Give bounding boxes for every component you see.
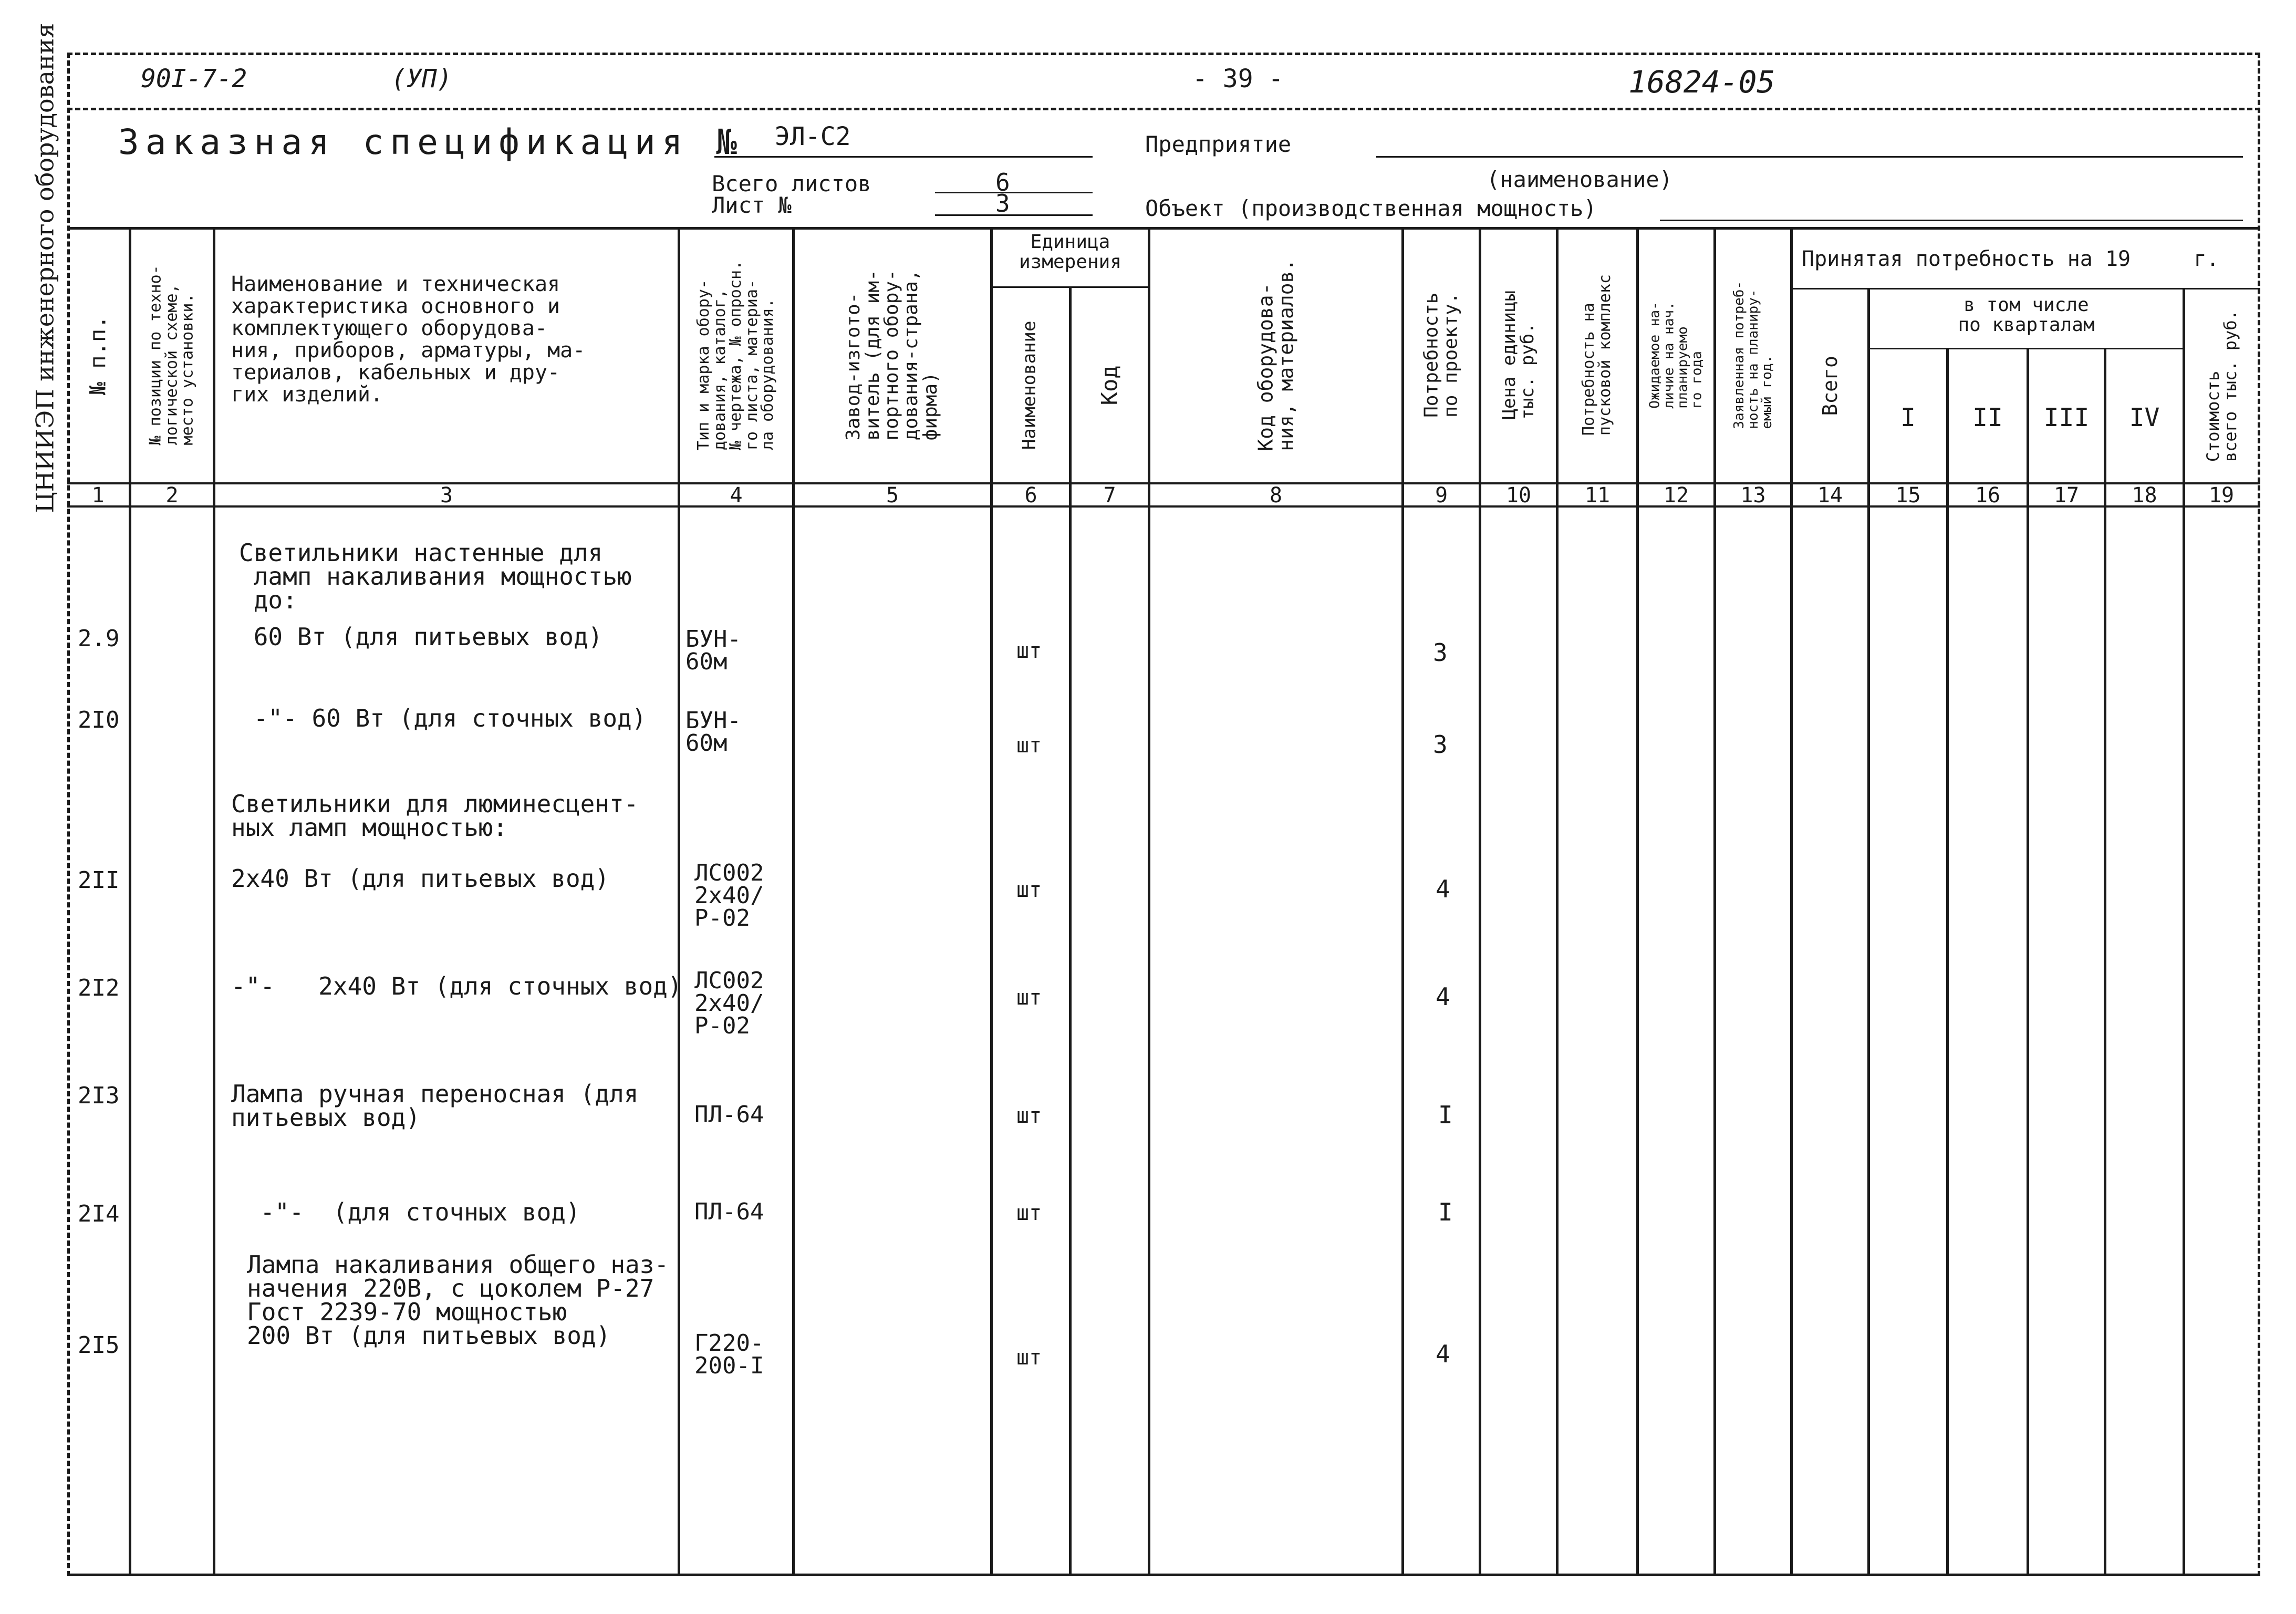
col-number-17: 17 (2053, 483, 2080, 508)
row-unit: шт (1016, 1104, 1042, 1128)
object-label: Объект (производственная мощность) (1145, 195, 1597, 221)
col-number-4: 4 (730, 483, 743, 508)
sheet-value: 3 (995, 189, 1010, 218)
col-number-19: 19 (2208, 483, 2235, 508)
row-unit: шт (1016, 733, 1042, 758)
enterprise-underline (1376, 156, 2243, 158)
col-number-9: 9 (1435, 483, 1448, 508)
col-number-13: 13 (1740, 483, 1766, 508)
header-col-8: Код оборудова- ния, материалов. (1254, 258, 1297, 452)
row-number: 2.9 (78, 625, 120, 652)
side-organization-label: ЦНИИЭП инженерного оборудования (30, 23, 59, 513)
sheet-underline (935, 214, 1093, 216)
spec-title: Заказная спецификация № (118, 122, 743, 162)
row-number: 2I3 (78, 1082, 120, 1109)
row-type: ЛС002 2х40/ Р-02 (694, 860, 764, 932)
row-type: ПЛ-64 (694, 1198, 764, 1225)
row-unit: шт (1016, 878, 1042, 902)
row-quantity: 3 (1433, 638, 1448, 667)
col-line-17 (2104, 348, 2106, 1574)
col-line-2 (213, 227, 215, 1574)
naming-label: (наименование) (1487, 167, 1673, 192)
header-col-11: Потребность на пусковой комплекс (1580, 274, 1615, 436)
total-sheets-underline (935, 192, 1093, 193)
row-unit: шт (1016, 986, 1042, 1010)
frame-top-separator (67, 108, 2260, 110)
col-number-12: 12 (1663, 483, 1689, 508)
row-quantity: 4 (1436, 875, 1450, 903)
col-number-10: 10 (1505, 483, 1532, 508)
header-col-17: III (2043, 403, 2090, 432)
col-number-7: 7 (1103, 483, 1116, 508)
total-sheets-value: 6 (995, 168, 1010, 196)
table-row-group-heading: Лампа накаливания общего наз- начения 220В, с цоколем Р-27 Гост 2239-70 мощностью 200 Вт (для питьевых вод) (247, 1250, 669, 1350)
series-number: 90I-7-2 (141, 64, 247, 94)
row-quantity: 4 (1436, 982, 1450, 1011)
row-name: Лампа ручная переносная (для питьевых вод) (231, 1080, 639, 1132)
row-type: ПЛ-64 (694, 1101, 764, 1128)
row-name: -"- 60 Вт (для сточных вод) (239, 704, 647, 732)
header-unit-group: Единица измерения (1019, 231, 1122, 273)
row-number: 2I4 (78, 1201, 120, 1227)
col-number-6: 6 (1024, 483, 1037, 508)
spec-number-underline (714, 156, 1093, 158)
header-col-5: Завод-изгото- витель (для им- портного обору- дования-страна, фирма) (843, 270, 942, 441)
col-number-14: 14 (1817, 483, 1843, 508)
page-number: - 39 - (1192, 64, 1284, 94)
row-number: 2II (78, 867, 120, 894)
row-name: 60 Вт (для питьевых вод) (239, 623, 603, 651)
col-number-11: 11 (1584, 483, 1611, 508)
header-quarters-group: в том числе по кварталам (1958, 294, 2095, 336)
enterprise-label: Предприятие (1145, 131, 1292, 157)
row-type: ЛС002 2х40/ Р-02 (694, 967, 764, 1040)
col-number-18: 18 (2132, 483, 2157, 508)
col-line-16 (2027, 348, 2029, 1574)
row-unit: шт (1016, 1201, 1042, 1225)
row-type: БУН- 60м (685, 707, 741, 757)
header-accepted-group: Принятая потребность на 19 г. (1802, 247, 2219, 271)
row-unit: шт (1016, 1346, 1042, 1370)
frame-bottom-border (67, 1574, 2260, 1576)
row-type: БУН- 60м (685, 626, 741, 676)
col-number-16: 16 (1975, 483, 2001, 508)
col-line-15 (1946, 348, 1949, 1574)
row-quantity: I (1438, 1101, 1453, 1129)
document-number: 16824-05 (1628, 64, 1775, 100)
header-col-2: № позиции по техно- логической схеме, место установки. (146, 265, 197, 446)
header-col-18: IV (2129, 403, 2160, 432)
col-number-5: 5 (886, 483, 899, 508)
row-number: 2I2 (78, 975, 120, 1001)
header-col-10: Цена единицы тыс. руб. (1499, 291, 1539, 420)
header-col-19: Стоимость всего тыс. руб. (2203, 310, 2240, 462)
col-line-14 (1867, 288, 1870, 1574)
header-col-16: II (1972, 403, 2003, 432)
object-underline (1660, 220, 2243, 221)
header-col-13: Заявленная потреб- ность на планиру- емый год. (1731, 281, 1775, 429)
row-quantity: I (1438, 1198, 1453, 1226)
row-quantity: 3 (1433, 730, 1448, 759)
header-col-15: I (1900, 403, 1916, 432)
col-number-1: 1 (91, 483, 105, 508)
row-number: 2I5 (78, 1332, 120, 1359)
header-col-4: Тип и марка обору- дования, каталог, № чертежа, № опросн. го листа, материа- ла оборудования. (694, 260, 777, 450)
header-col-7: Код (1096, 365, 1123, 405)
header-col-12: Ожидаемое на- личие на нач. планируемо го года (1647, 302, 1705, 409)
header-col-1: № п.п. (85, 315, 111, 395)
table-row-group-heading: Светильники для люминесцент- ных ламп мощностью: (231, 790, 639, 842)
header-col-14: Всего (1818, 356, 1842, 416)
total-sheets-label: Всего листов (712, 171, 871, 196)
header-col-6: Наименование (1019, 320, 1040, 450)
row-name: -"- 2х40 Вт (для сточных вод) (231, 972, 682, 1000)
col-number-2: 2 (165, 483, 179, 508)
row-name: 2х40 Вт (для питьевых вод) (231, 864, 610, 893)
col-number-15: 15 (1895, 483, 1921, 508)
spec-number: ЭЛ-С2 (775, 122, 851, 151)
row-number: 2I0 (78, 707, 120, 733)
row-type: Г220- 200-I (694, 1330, 764, 1380)
header-col-9: Потребность по проекту. (1420, 292, 1462, 418)
sheet-label: Лист № (712, 192, 792, 218)
quarters-subheader-line (1867, 348, 2183, 349)
frame-right-border (2258, 53, 2260, 1576)
col-number-3: 3 (440, 483, 453, 508)
row-name: -"- (для сточных вод) (231, 1198, 580, 1226)
col-number-8: 8 (1269, 483, 1283, 508)
table-row-group-heading: Светильники настенные для ламп накаливания мощностью до: (239, 539, 632, 615)
header-col-3: Наименование и техническая характеристика основного и комплектующего оборудова- ния, приборов, арматуры, ма- териалов, кабельных и дру- гих изделий. (231, 272, 586, 407)
row-quantity: 4 (1436, 1340, 1450, 1368)
row-unit: шт (1016, 639, 1042, 663)
album-number: (УП) (391, 64, 452, 94)
frame-top-border (67, 53, 2260, 55)
accepted-subheader-line (1790, 288, 2260, 289)
